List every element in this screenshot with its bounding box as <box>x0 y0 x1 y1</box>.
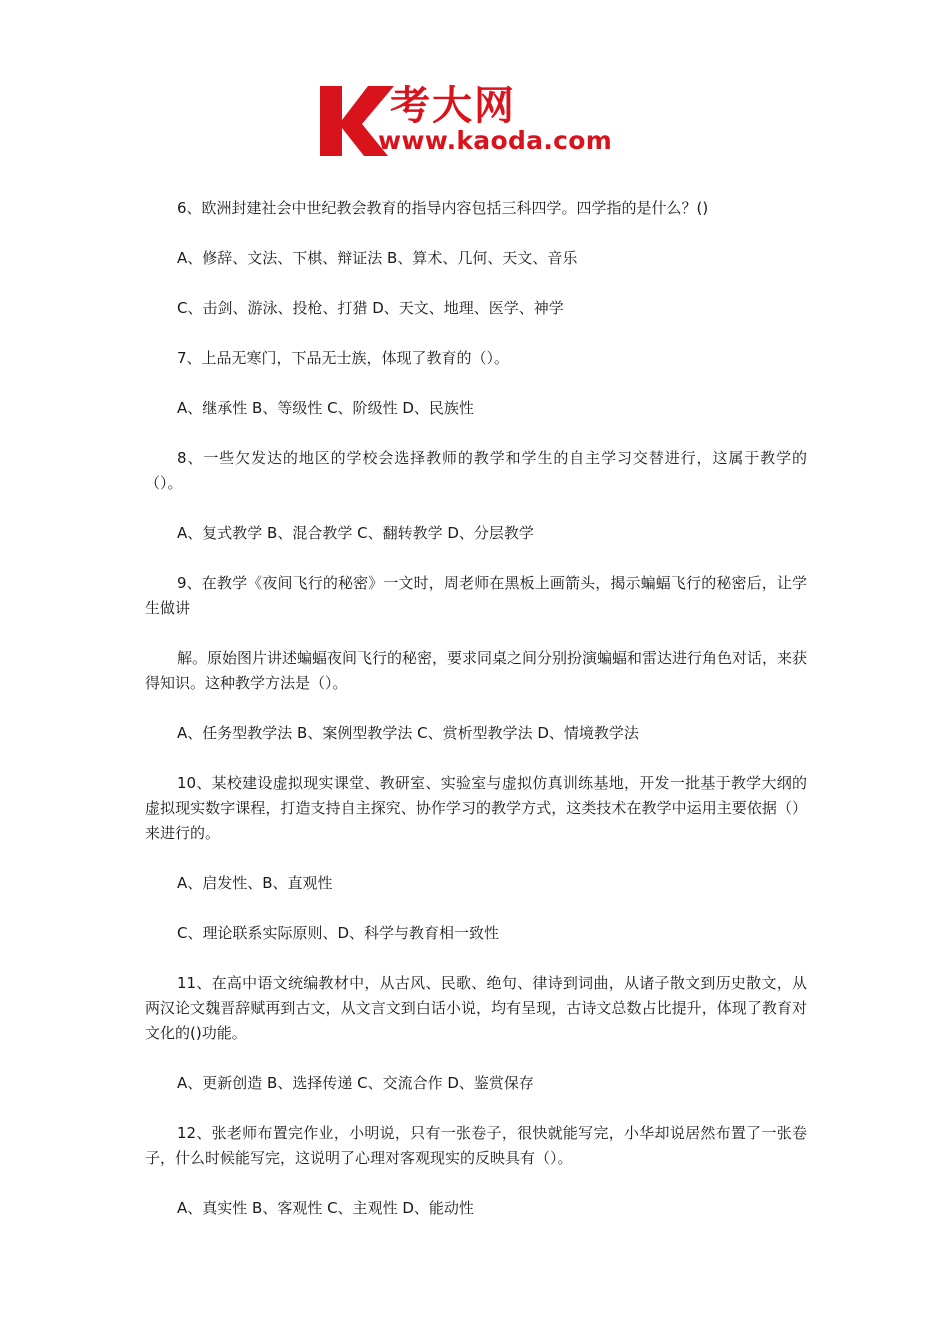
question-10: 10、某校建设虚拟现实课堂、教研室、实验室与虚拟仿真训练基地，开发一批基于教学大纲的虚拟现实数字课程，打造支持自主探究、协作学习的教学方式，这类技术在教学中运用主要依据（）来进行的。 <box>145 774 807 842</box>
question-11: 11、在高中语文统编教材中，从古风、民歌、绝句、律诗到词曲，从诸子散文到历史散文，从两汉论文魏晋辞赋再到古文，从文言文到白话小说，均有呈现，古诗文总数占比提升，体现了教育对文化的()功能。 <box>145 974 807 1042</box>
question-10-options-cd: C、理论联系实际原则、D、科学与教育相一致性 <box>177 924 500 942</box>
question-8-options: A、复式教学 B、混合教学 C、翻转教学 D、分层教学 <box>177 524 534 542</box>
question-12: 12、张老师布置完作业，小明说，只有一张卷子，很快就能写完，小华却说居然布置了一张卷子，什么时候能写完，这说明了心理对客观现实的反映具有（）。 <box>145 1124 807 1167</box>
question-8: 8、一些欠发达的地区的学校会选择教师的教学和学生的自主学习交替进行，这属于教学的（）。 <box>145 449 807 492</box>
question-9-part-1: 9、在教学《夜间飞行的秘密》一文时，周老师在黑板上画箭头，揭示蝙蝠飞行的秘密后，让学生做讲 <box>145 574 807 617</box>
question-7: 7、上品无寒门，下品无士族，体现了教育的（）。 <box>177 349 510 367</box>
question-12-options: A、真实性 B、客观性 C、主观性 D、能动性 <box>177 1199 474 1217</box>
question-10-options-ab: A、启发性、B、直观性 <box>177 874 333 892</box>
question-11-options: A、更新创造 B、选择传递 C、交流合作 D、鉴赏保存 <box>177 1074 534 1092</box>
logo-chinese-name: 考大网 <box>390 83 516 129</box>
question-7-options: A、继承性 B、等级性 C、阶级性 D、民族性 <box>177 399 474 417</box>
logo-url: www.kaoda.com <box>378 126 613 155</box>
question-6-options-cd: C、击剑、游泳、投枪、打猎 D、天文、地理、医学、神学 <box>177 299 564 317</box>
question-6-options-ab: A、修辞、文法、下棋、辩证法 B、算术、几何、天文、音乐 <box>177 249 578 267</box>
question-list <box>145 196 807 1246</box>
question-6: 6、欧洲封建社会中世纪教会教育的指导内容包括三科四学。四学指的是什么？() <box>177 199 709 217</box>
kaoda-logo <box>318 80 640 160</box>
question-9-options: A、任务型教学法 B、案例型教学法 C、赏析型教学法 D、情境教学法 <box>177 724 639 742</box>
question-9-part-2: 解。原始图片讲述蝙蝠夜间飞行的秘密，要求同桌之间分别扮演蝙蝠和雷达进行角色对话，来获得知识。这种教学方法是（）。 <box>145 649 808 692</box>
